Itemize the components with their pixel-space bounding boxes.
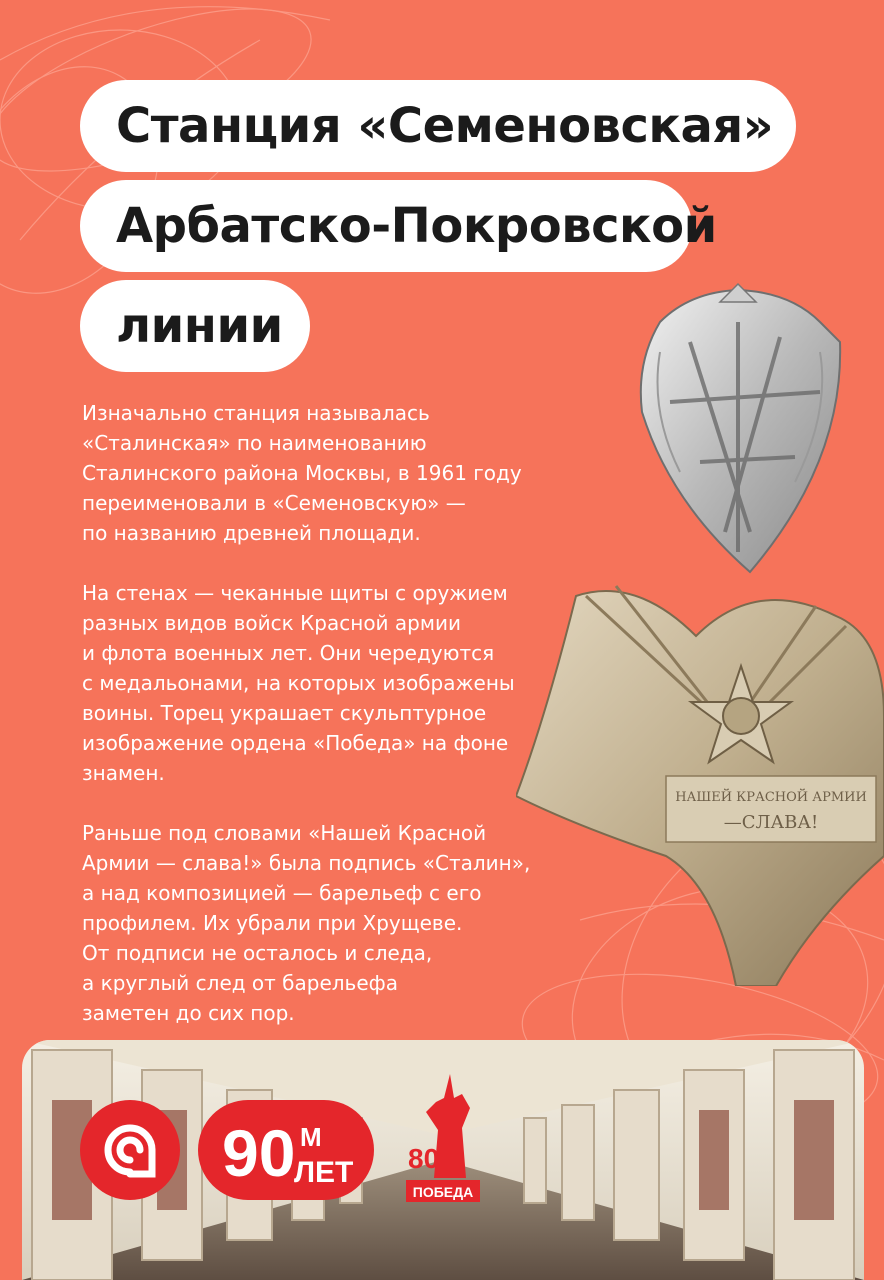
shield-relief-image	[630, 282, 846, 574]
anniversary-m-letter: М	[300, 1122, 322, 1152]
title-text-2: Арбатско-Покровской	[116, 198, 717, 254]
title-line-2	[80, 180, 717, 272]
paragraph-history: Изначально станция называлась «Сталинская» по наименованию Сталинского района Москвы, в 1961 году переименовали в «Семеновскую» — по названию древней площади.	[82, 401, 522, 545]
title-line-3	[80, 280, 310, 372]
metro-spiral-icon	[80, 1100, 180, 1200]
anniversary-number: 90	[222, 1116, 296, 1190]
victory-80-logo	[404, 1068, 486, 1208]
title-text-1: Станция «Семеновская»	[116, 98, 774, 154]
relief-inscription-line-1: НАШЕЙ КРАСНОЙ АРМИИ	[675, 790, 867, 805]
title-line-1	[80, 80, 796, 172]
victory-word: ПОБЕДА	[412, 1184, 474, 1200]
victory-number: 80	[408, 1143, 440, 1174]
title-text-3: линии	[116, 298, 283, 354]
relief-inscription-line-2: —СЛАВА!	[723, 812, 819, 833]
metro-90-years-logo	[198, 1100, 374, 1200]
moscow-metro-logo	[80, 1100, 180, 1200]
paragraph-stalin: Раньше под словами «Нашей Красной Армии — слава!» была подпись «Сталин», а над композицией — барельеф с его профилем. Их убрали при Хрущеве. От подписи не осталось и следа, а круглый след от барельефа заметен до сих пор.	[82, 821, 531, 1025]
victory-order-relief-image	[516, 556, 884, 986]
anniversary-word: ЛЕТ	[294, 1156, 354, 1189]
paragraph-walls: На стенах — чеканные щиты с оружием разных видов войск Красной армии и флота военных лет. Они чередуются с медальонами, на которых изображены воины. Торец украшает скульптурное изображение ордена «Победа» на фоне знамен.	[82, 581, 515, 785]
